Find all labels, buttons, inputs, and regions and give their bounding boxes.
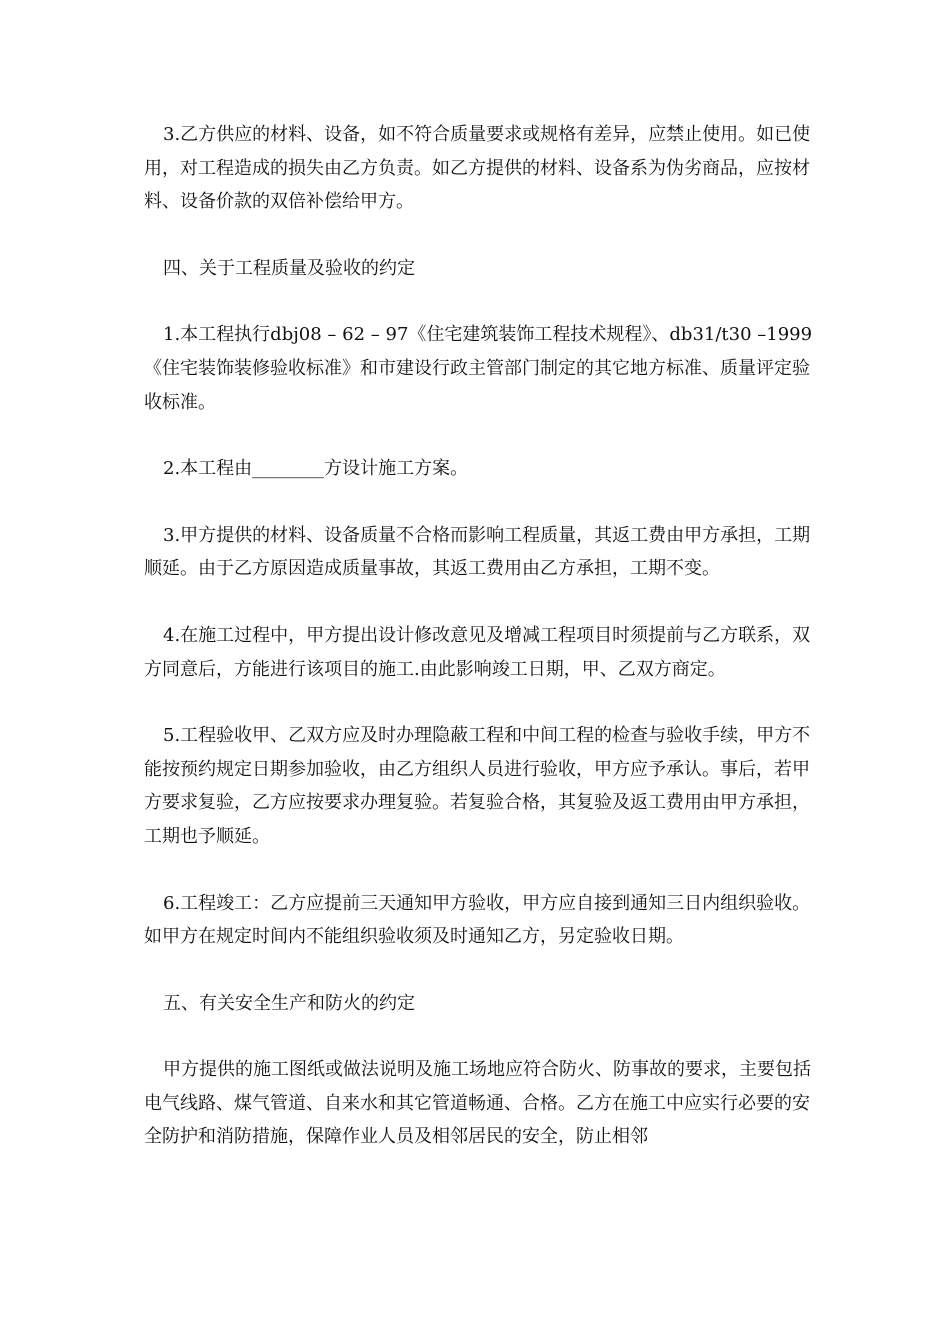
paragraph-item-2-design: 2.本工程由________方设计施工方案。 — [163, 458, 469, 480]
paragraph-item-5-inspection: 5.工程验收甲、乙双方应及时办理隐蔽工程和中间工程的检查与验收手续，甲方不能按预约规定日期参加验收，由乙方组织人员进行验收，甲方应予承认。事后，若甲方要求复验，乙方应按要求办理复验。若复验合格，其复验及返工费用由甲方承担，工期也予顺延。 — [144, 725, 811, 847]
section-heading-quality-acceptance: 四、关于工程质量及验收的约定 — [163, 257, 415, 279]
paragraph-safety-requirements: 甲方提供的施工图纸或做法说明及施工场地应符合防火、防事故的要求，主要包括电气线路、煤气管道、自来水和其它管道畅通、合格。乙方在施工中应实行必要的安全防护和消防措施，保障作业人员及相邻居民的安全，防止相邻 — [144, 1059, 811, 1148]
document-body — [144, 118, 816, 1154]
section-heading-safety-fire: 五、有关安全生产和防火的约定 — [163, 992, 415, 1014]
paragraph-item-3-rework: 3.甲方提供的材料、设备质量不合格而影响工程质量，其返工费由甲方承担，工期顺延。由于乙方原因造成质量事故，其返工费用由乙方承担，工期不变。 — [144, 524, 811, 580]
paragraph-item-6-completion: 6.工程竣工：乙方应提前三天通知甲方验收，甲方应自接到通知三日内组织验收。如甲方在规定时间内不能组织验收须及时通知乙方，另定验收日期。 — [144, 892, 811, 948]
paragraph-item-4-modification: 4.在施工过程中，甲方提出设计修改意见及增减工程项目时须提前与乙方联系，双方同意后，方能进行该项目的施工.由此影响竣工日期，甲、乙双方商定。 — [144, 624, 811, 680]
paragraph-item-3-materials: 3.乙方供应的材料、设备，如不符合质量要求或规格有差异，应禁止使用。如已使用，对工程造成的损失由乙方负责。如乙方提供的材料、设备系为伪劣商品，应按材料、设备价款的双倍补偿给甲方。 — [144, 124, 811, 213]
paragraph-item-1-standards: 1.本工程执行dbj08 – 62 – 97《住宅建筑装饰工程技术规程》、db31/t30 –1999《住宅装饰装修验收标准》和市建设行政主管部门制定的其它地方标准、质量评定验收标准。 — [144, 324, 813, 413]
